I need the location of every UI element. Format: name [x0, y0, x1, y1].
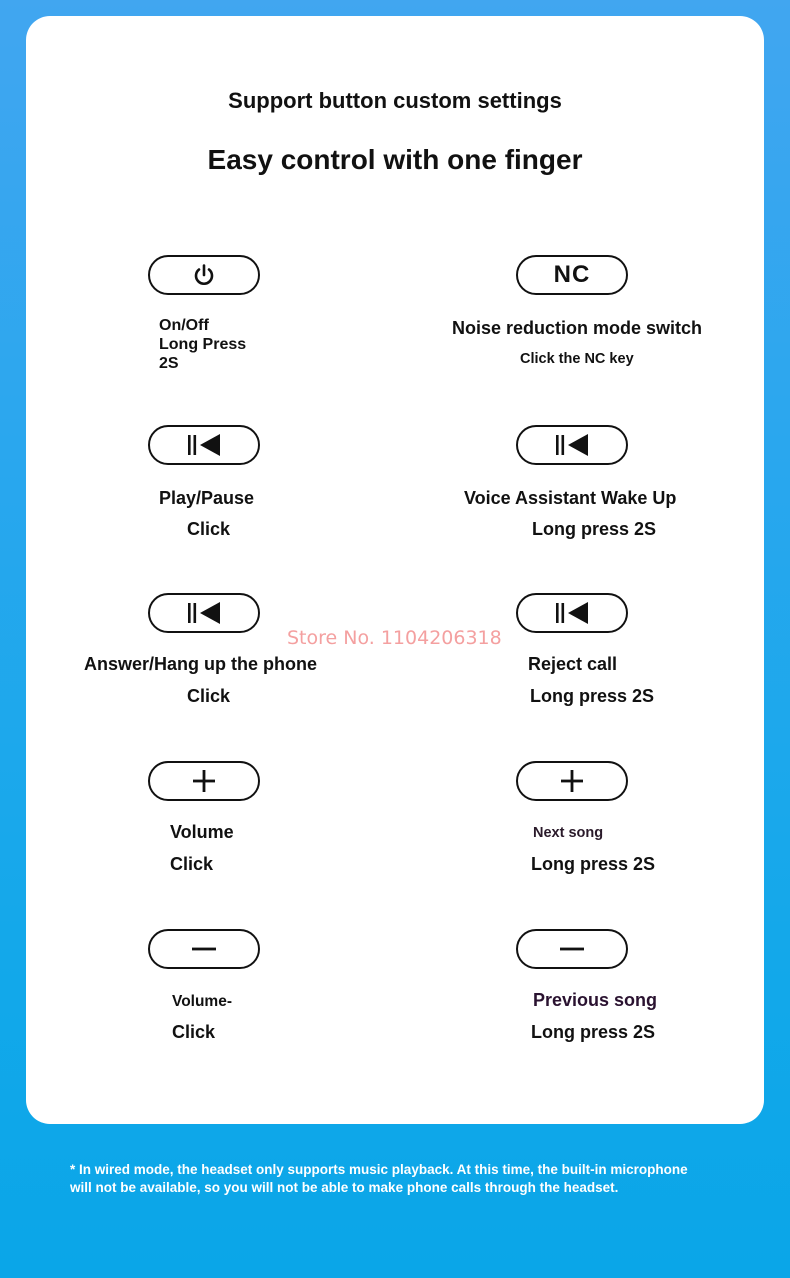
nc-action: Click the NC key	[520, 351, 634, 367]
play-pause-button[interactable]	[148, 425, 260, 465]
power-icon	[191, 262, 217, 288]
play-pause-label: Play/Pause	[159, 488, 255, 508]
play-pause-icon	[184, 432, 224, 458]
power-button[interactable]	[148, 255, 260, 295]
answer-call-button[interactable]	[148, 593, 260, 633]
power-action: Long Press	[159, 336, 247, 353]
voice-assistant-button[interactable]	[516, 425, 628, 465]
plus-icon	[559, 768, 585, 794]
next-song-button[interactable]	[516, 761, 628, 801]
volume-down-label: Volume-	[172, 993, 232, 1010]
reject-call-label: Reject call	[528, 654, 618, 674]
reject-call-action: Long press 2S	[530, 686, 655, 706]
content-card	[26, 16, 764, 1124]
next-song-label: Next song	[533, 825, 604, 841]
store-watermark: Store No. 1104206318	[287, 627, 502, 649]
play-pause-icon	[552, 600, 592, 626]
minus-icon	[558, 936, 586, 962]
power-label: On/Off	[159, 317, 209, 334]
nc-label: Noise reduction mode switch	[452, 318, 703, 338]
plus-icon	[191, 768, 217, 794]
play-pause-icon	[552, 432, 592, 458]
volume-up-action: Click	[170, 854, 214, 874]
volume-up-button[interactable]	[148, 761, 260, 801]
page-title: Support button custom settings	[228, 88, 562, 113]
answer-call-action: Click	[187, 686, 231, 706]
next-song-action: Long press 2S	[531, 854, 656, 874]
answer-call-label: Answer/Hang up the phone	[84, 654, 318, 674]
nc-icon: NC	[553, 261, 591, 288]
page-subtitle: Easy control with one finger	[207, 144, 583, 175]
play-pause-action: Click	[187, 519, 231, 539]
volume-down-button[interactable]	[148, 929, 260, 969]
minus-icon	[190, 936, 218, 962]
power-duration: 2S	[159, 355, 179, 372]
play-pause-icon	[184, 600, 224, 626]
volume-up-label: Volume	[170, 822, 234, 842]
voice-assistant-action: Long press 2S	[532, 519, 657, 539]
nc-button[interactable]	[516, 255, 628, 295]
reject-call-button[interactable]	[516, 593, 628, 633]
previous-song-action: Long press 2S	[531, 1022, 656, 1042]
previous-song-label: Previous song	[533, 990, 658, 1010]
voice-assistant-label: Voice Assistant Wake Up	[464, 488, 677, 508]
previous-song-button[interactable]	[516, 929, 628, 969]
volume-down-action: Click	[172, 1022, 216, 1042]
footnote: * In wired mode, the headset only supports music playback. At this time, the built-in microphone will not be available, so you will not be able to make phone calls through the headset.	[70, 1162, 688, 1195]
